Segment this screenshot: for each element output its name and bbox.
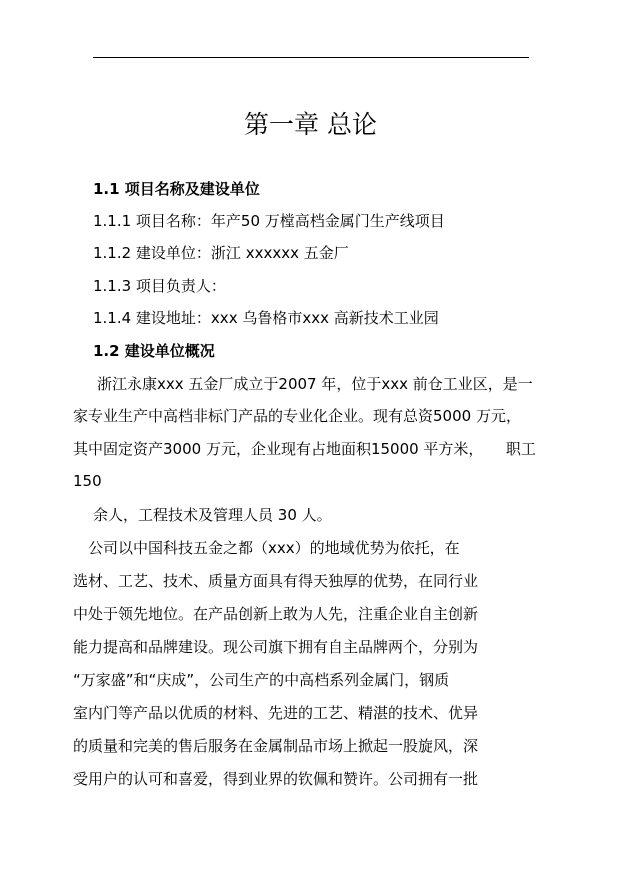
project-leader-item: 1.1.3 项目负责人：	[93, 277, 226, 295]
body-line-12: 的质量和完美的售后服务在金属制品市场上掀起一股旋风，深	[73, 737, 479, 755]
body-line-4: 150	[73, 472, 102, 490]
body-line-9: 能力提高和品牌建设。现公司旗下拥有自主品牌两个，分别为	[73, 638, 479, 656]
chapter-title: 第一章 总论	[244, 110, 377, 139]
construction-unit-item: 1.1.2 建设单位：浙江 xxxxxx 五金厂	[93, 244, 349, 262]
body-line-2: 家专业生产中高档非标门产品的专业化企业。现有总资5000 万元，	[73, 407, 521, 425]
project-name-item: 1.1.1 项目名称：年产50 万樘高档金属门生产线项目	[93, 212, 445, 230]
body-line-1: 浙江永康xxx 五金厂成立于2007 年，位于xxx 前仓工业区，是一	[97, 375, 533, 393]
section-heading-1-1: 1.1 项目名称及建设单位	[93, 180, 260, 198]
body-line-3: 其中固定资产3000 万元，企业现有占地面积15000 平方米， 职工	[73, 440, 536, 458]
body-line-10: “万家盛”和“庆成”，公司生产的中高档系列金属门，钢质	[73, 671, 450, 689]
body-line-8: 中处于领先地位。在产品创新上敢为人先，注重企业自主创新	[73, 605, 479, 623]
header-rule	[93, 57, 529, 58]
body-line-6: 公司以中国科技五金之都（xxx）的地域优势为依托，在	[73, 539, 460, 557]
body-line-5: 余人，工程技术及管理人员 30 人。	[93, 506, 332, 524]
body-line-11: 室内门等产品以优质的材料、先进的工艺、精湛的技术、优异	[73, 704, 479, 722]
body-line-13: 受用户的认可和喜爱，得到业界的钦佩和赞许。公司拥有一批	[73, 770, 479, 788]
body-line-7: 选材、工艺、技术、质量方面具有得天独厚的优势，在同行业	[73, 572, 479, 590]
construction-address-item: 1.1.4 建设地址：xxx 乌鲁格市xxx 高新技术工业园	[93, 309, 439, 327]
section-heading-1-2: 1.2 建设单位概况	[93, 342, 215, 360]
